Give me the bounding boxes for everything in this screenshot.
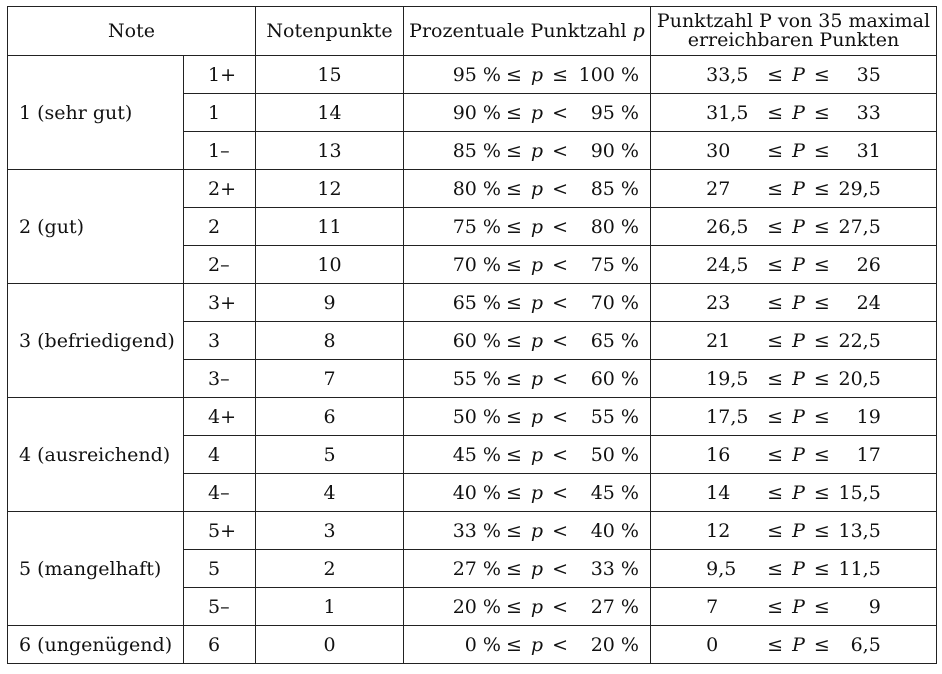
percent-lower: 60 % [452, 329, 501, 352]
percent-range [404, 436, 651, 474]
percent-lower: 45 % [452, 443, 501, 466]
grade-table [7, 6, 937, 664]
percent-range [404, 246, 651, 284]
points-range [651, 588, 937, 626]
percent-range [404, 398, 651, 436]
variable-p: p [530, 595, 544, 618]
variable-P: P [792, 481, 805, 504]
percent-lower: 80 % [452, 177, 501, 200]
points-upper: 9 [868, 595, 881, 618]
percent-range [404, 512, 651, 550]
leq-symbol: ≤ [505, 101, 522, 124]
grade-sub: 2 [184, 208, 256, 246]
grade-sub: 1– [184, 132, 256, 170]
points-range [651, 512, 937, 550]
leq-symbol: ≤ [767, 329, 784, 352]
leq-symbol: ≤ [505, 139, 522, 162]
percent-lower: 0 % [464, 633, 501, 656]
notenpunkte-value: 11 [256, 208, 404, 246]
header-notenpunkte: Notenpunkte [256, 7, 404, 56]
grade-label: 2 (gut) [8, 170, 184, 284]
upper-operator: < [552, 633, 568, 656]
variable-p: p [530, 443, 544, 466]
points-upper: 6,5 [850, 633, 881, 656]
points-upper: 29,5 [838, 177, 881, 200]
points-lower: 19,5 [706, 367, 749, 390]
notenpunkte-value: 3 [256, 512, 404, 550]
percent-lower: 65 % [452, 291, 501, 314]
percent-upper: 75 % [590, 253, 639, 276]
grade-sub: 2+ [184, 170, 256, 208]
points-lower: 26,5 [706, 215, 749, 238]
points-upper: 33 [856, 101, 881, 124]
leq-symbol: ≤ [813, 443, 830, 466]
leq-symbol: ≤ [813, 253, 830, 276]
leq-symbol: ≤ [505, 291, 522, 314]
percent-range [404, 132, 651, 170]
leq-symbol: ≤ [767, 557, 784, 580]
points-range [651, 246, 937, 284]
grade-sub: 4+ [184, 398, 256, 436]
percent-range [404, 588, 651, 626]
variable-P: P [792, 177, 805, 200]
upper-operator: < [552, 367, 568, 390]
grade-sub: 5 [184, 550, 256, 588]
leq-symbol: ≤ [505, 481, 522, 504]
leq-symbol: ≤ [767, 101, 784, 124]
variable-p: p [530, 633, 544, 656]
percent-range [404, 94, 651, 132]
notenpunkte-value: 6 [256, 398, 404, 436]
points-upper: 13,5 [838, 519, 881, 542]
grade-sub: 1+ [184, 56, 256, 94]
upper-operator: < [552, 595, 568, 618]
grade-sub: 6 [184, 626, 256, 664]
upper-operator: ≤ [552, 63, 568, 86]
header-punkte-line1: Punktzahl P von 35 maximal [656, 10, 931, 32]
header-note: Note [8, 7, 256, 56]
variable-P: P [792, 63, 805, 86]
leq-symbol: ≤ [813, 291, 830, 314]
percent-upper: 65 % [590, 329, 639, 352]
variable-P: P [792, 367, 805, 390]
grade-sub: 1 [184, 94, 256, 132]
grade-label: 6 (ungenügend) [8, 626, 184, 664]
leq-symbol: ≤ [505, 253, 522, 276]
percent-lower: 70 % [452, 253, 501, 276]
leq-symbol: ≤ [505, 215, 522, 238]
percent-lower: 50 % [452, 405, 501, 428]
points-range [651, 94, 937, 132]
leq-symbol: ≤ [505, 367, 522, 390]
leq-symbol: ≤ [813, 329, 830, 352]
header-row [8, 7, 937, 56]
variable-P: P [792, 633, 805, 656]
percent-lower: 27 % [452, 557, 501, 580]
header-variable-p: p [632, 19, 645, 42]
points-range [651, 360, 937, 398]
leq-symbol: ≤ [505, 63, 522, 86]
table-row [8, 284, 937, 322]
grade-label: 1 (sehr gut) [8, 56, 184, 170]
percent-upper: 50 % [590, 443, 639, 466]
table-header [8, 7, 937, 56]
leq-symbol: ≤ [767, 139, 784, 162]
leq-symbol: ≤ [813, 595, 830, 618]
percent-range [404, 626, 651, 664]
points-lower: 33,5 [706, 63, 749, 86]
leq-symbol: ≤ [813, 519, 830, 542]
variable-p: p [530, 215, 544, 238]
percent-range [404, 360, 651, 398]
header-prozent [404, 7, 651, 56]
points-lower: 7 [706, 595, 719, 618]
points-lower: 14 [706, 481, 731, 504]
leq-symbol: ≤ [767, 405, 784, 428]
points-lower: 0 [706, 633, 719, 656]
leq-symbol: ≤ [813, 405, 830, 428]
grade-sub: 5– [184, 588, 256, 626]
variable-p: p [530, 253, 544, 276]
variable-P: P [792, 253, 805, 276]
grade-sub: 4– [184, 474, 256, 512]
grade-sub: 3 [184, 322, 256, 360]
leq-symbol: ≤ [767, 519, 784, 542]
points-lower: 27 [706, 177, 731, 200]
table-body [8, 56, 937, 664]
notenpunkte-value: 1 [256, 588, 404, 626]
points-lower: 9,5 [706, 557, 737, 580]
upper-operator: < [552, 177, 568, 200]
variable-p: p [530, 519, 544, 542]
percent-lower: 20 % [452, 595, 501, 618]
percent-lower: 75 % [452, 215, 501, 238]
points-lower: 12 [706, 519, 731, 542]
variable-P: P [792, 329, 805, 352]
upper-operator: < [552, 405, 568, 428]
percent-lower: 90 % [452, 101, 501, 124]
points-lower: 16 [706, 443, 731, 466]
percent-upper: 33 % [590, 557, 639, 580]
leq-symbol: ≤ [813, 63, 830, 86]
leq-symbol: ≤ [505, 177, 522, 200]
variable-p: p [530, 557, 544, 580]
notenpunkte-value: 7 [256, 360, 404, 398]
variable-p: p [530, 291, 544, 314]
leq-symbol: ≤ [767, 177, 784, 200]
notenpunkte-value: 0 [256, 626, 404, 664]
points-upper: 24 [856, 291, 881, 314]
variable-p: p [530, 63, 544, 86]
percent-range [404, 550, 651, 588]
points-range [651, 626, 937, 664]
points-range [651, 56, 937, 94]
points-upper: 15,5 [838, 481, 881, 504]
points-range [651, 284, 937, 322]
percent-upper: 55 % [590, 405, 639, 428]
upper-operator: < [552, 101, 568, 124]
notenpunkte-value: 13 [256, 132, 404, 170]
variable-P: P [792, 101, 805, 124]
points-range [651, 398, 937, 436]
header-punkte [651, 7, 937, 56]
notenpunkte-value: 15 [256, 56, 404, 94]
upper-operator: < [552, 253, 568, 276]
leq-symbol: ≤ [813, 177, 830, 200]
grade-sub: 4 [184, 436, 256, 474]
upper-operator: < [552, 329, 568, 352]
variable-p: p [530, 405, 544, 428]
percent-lower: 85 % [452, 139, 501, 162]
percent-upper: 40 % [590, 519, 639, 542]
points-lower: 30 [706, 139, 731, 162]
table-row [8, 398, 937, 436]
points-lower: 24,5 [706, 253, 749, 276]
notenpunkte-value: 5 [256, 436, 404, 474]
percent-range [404, 56, 651, 94]
variable-p: p [530, 139, 544, 162]
notenpunkte-value: 2 [256, 550, 404, 588]
points-upper: 31 [856, 139, 881, 162]
grade-label: 5 (mangelhaft) [8, 512, 184, 626]
upper-operator: < [552, 557, 568, 580]
variable-p: p [530, 367, 544, 390]
points-upper: 22,5 [838, 329, 881, 352]
leq-symbol: ≤ [813, 557, 830, 580]
points-lower: 17,5 [706, 405, 749, 428]
percent-upper: 85 % [590, 177, 639, 200]
notenpunkte-value: 4 [256, 474, 404, 512]
variable-P: P [792, 405, 805, 428]
points-upper: 19 [856, 405, 881, 428]
notenpunkte-value: 8 [256, 322, 404, 360]
leq-symbol: ≤ [767, 367, 784, 390]
points-upper: 11,5 [838, 557, 881, 580]
percent-range [404, 474, 651, 512]
percent-range [404, 208, 651, 246]
points-upper: 20,5 [838, 367, 881, 390]
leq-symbol: ≤ [813, 215, 830, 238]
percent-upper: 45 % [590, 481, 639, 504]
leq-symbol: ≤ [813, 367, 830, 390]
points-range [651, 474, 937, 512]
percent-upper: 80 % [590, 215, 639, 238]
table-row [8, 512, 937, 550]
percent-upper: 27 % [590, 595, 639, 618]
percent-upper: 90 % [590, 139, 639, 162]
table-row [8, 626, 937, 664]
percent-upper: 100 % [578, 63, 639, 86]
points-lower: 23 [706, 291, 731, 314]
variable-P: P [792, 443, 805, 466]
variable-P: P [792, 139, 805, 162]
leq-symbol: ≤ [767, 291, 784, 314]
grade-label: 4 (ausreichend) [8, 398, 184, 512]
header-punkte-line2: erreichbaren Punkten [687, 29, 900, 51]
points-range [651, 550, 937, 588]
points-range [651, 322, 937, 360]
points-range [651, 170, 937, 208]
leq-symbol: ≤ [767, 253, 784, 276]
variable-P: P [792, 595, 805, 618]
variable-P: P [792, 215, 805, 238]
variable-P: P [792, 519, 805, 542]
leq-symbol: ≤ [813, 633, 830, 656]
grade-sub: 5+ [184, 512, 256, 550]
leq-symbol: ≤ [505, 519, 522, 542]
upper-operator: < [552, 519, 568, 542]
percent-range [404, 322, 651, 360]
variable-P: P [792, 557, 805, 580]
notenpunkte-value: 9 [256, 284, 404, 322]
points-upper: 27,5 [838, 215, 881, 238]
points-upper: 17 [856, 443, 881, 466]
percent-upper: 20 % [590, 633, 639, 656]
leq-symbol: ≤ [813, 481, 830, 504]
percent-upper: 70 % [590, 291, 639, 314]
leq-symbol: ≤ [767, 633, 784, 656]
variable-p: p [530, 101, 544, 124]
notenpunkte-value: 10 [256, 246, 404, 284]
percent-upper: 95 % [590, 101, 639, 124]
percent-lower: 33 % [452, 519, 501, 542]
upper-operator: < [552, 291, 568, 314]
leq-symbol: ≤ [505, 443, 522, 466]
variable-p: p [530, 177, 544, 200]
percent-range [404, 170, 651, 208]
percent-upper: 60 % [590, 367, 639, 390]
points-lower: 31,5 [706, 101, 749, 124]
leq-symbol: ≤ [767, 595, 784, 618]
upper-operator: < [552, 443, 568, 466]
leq-symbol: ≤ [767, 481, 784, 504]
leq-symbol: ≤ [505, 329, 522, 352]
table-row [8, 170, 937, 208]
leq-symbol: ≤ [767, 215, 784, 238]
grade-sub: 3+ [184, 284, 256, 322]
table-row [8, 56, 937, 94]
leq-symbol: ≤ [505, 557, 522, 580]
leq-symbol: ≤ [505, 595, 522, 618]
variable-p: p [530, 481, 544, 504]
points-range [651, 208, 937, 246]
variable-p: p [530, 329, 544, 352]
leq-symbol: ≤ [813, 139, 830, 162]
points-upper: 35 [856, 63, 881, 86]
upper-operator: < [552, 215, 568, 238]
header-prozent-label: Prozentuale Punktzahl p [409, 19, 645, 42]
notenpunkte-value: 14 [256, 94, 404, 132]
leq-symbol: ≤ [813, 101, 830, 124]
variable-P: P [792, 291, 805, 314]
points-range [651, 436, 937, 474]
percent-range [404, 284, 651, 322]
leq-symbol: ≤ [767, 63, 784, 86]
notenpunkte-value: 12 [256, 170, 404, 208]
points-upper: 26 [856, 253, 881, 276]
percent-lower: 55 % [452, 367, 501, 390]
grade-sub: 2– [184, 246, 256, 284]
grade-label: 3 (befriedigend) [8, 284, 184, 398]
upper-operator: < [552, 139, 568, 162]
leq-symbol: ≤ [767, 443, 784, 466]
grade-sub: 3– [184, 360, 256, 398]
points-lower: 21 [706, 329, 731, 352]
upper-operator: < [552, 481, 568, 504]
leq-symbol: ≤ [505, 633, 522, 656]
percent-lower: 40 % [452, 481, 501, 504]
percent-lower: 95 % [452, 63, 501, 86]
points-range [651, 132, 937, 170]
leq-symbol: ≤ [505, 405, 522, 428]
